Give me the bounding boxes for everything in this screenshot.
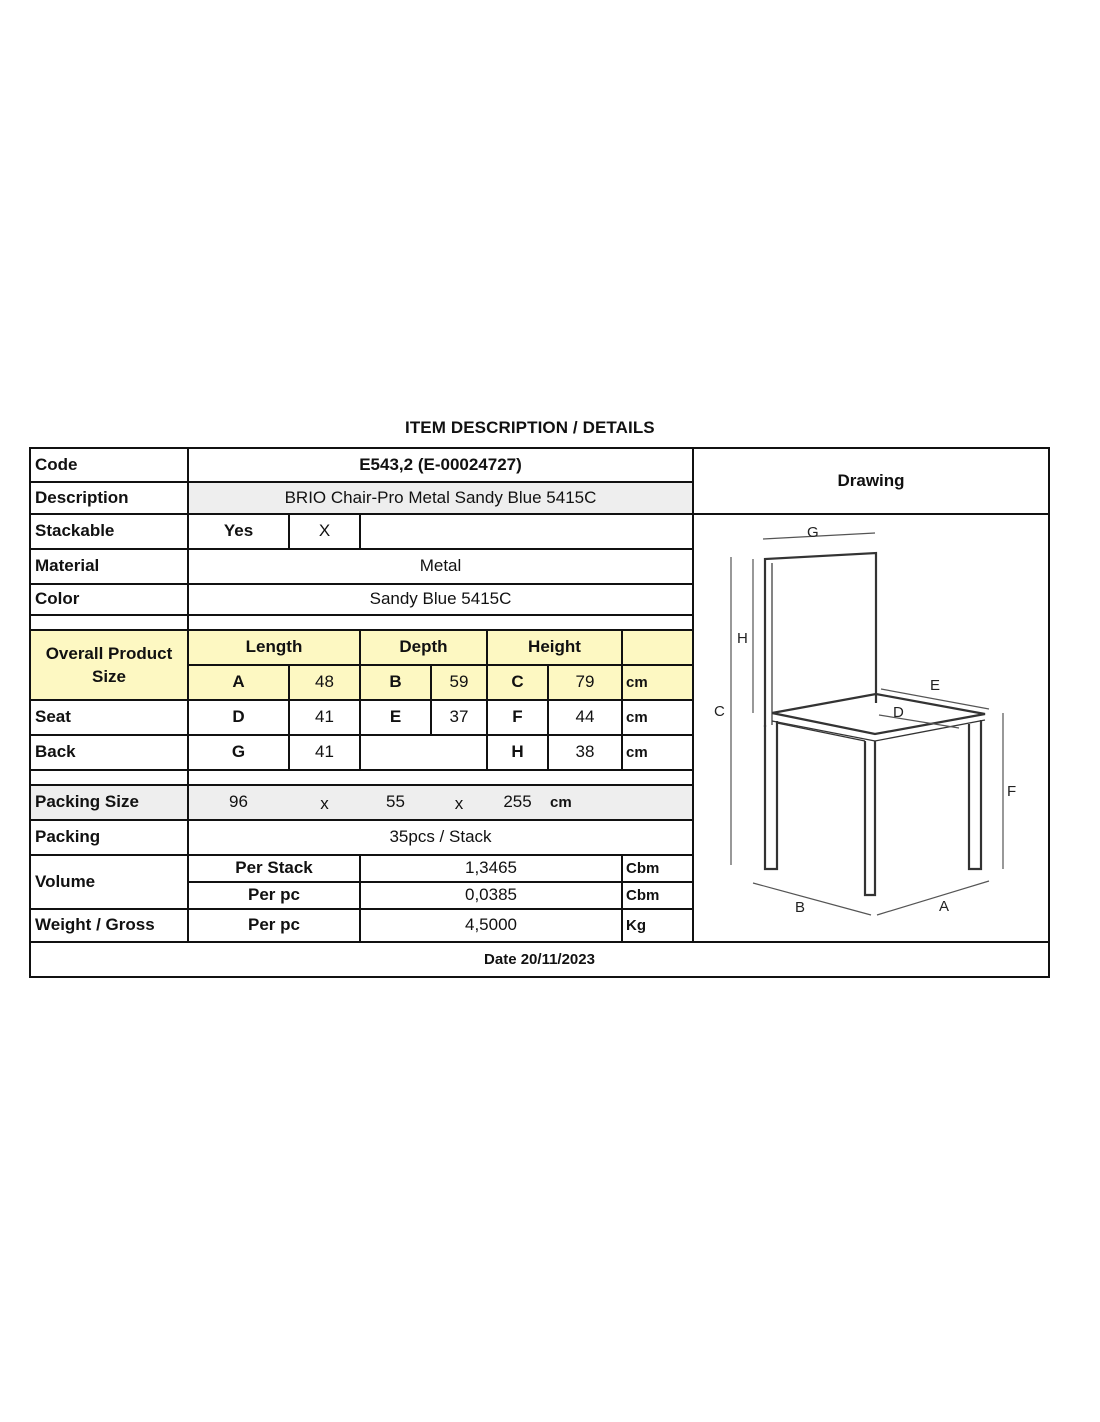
- seat-unit: cm: [626, 708, 648, 726]
- dim-c-value: 79: [575, 672, 595, 691]
- weight-per-pc-label: Per pc: [248, 915, 300, 934]
- drawing-label-b: B: [795, 899, 806, 916]
- length-header: Length: [245, 637, 303, 656]
- depth-header: Depth: [399, 637, 448, 656]
- overall-size-line2: Size: [91, 666, 127, 686]
- dim-h-letter: H: [511, 742, 524, 761]
- material-value: Metal: [419, 556, 462, 575]
- volume-per-pc-value: 0,0385: [465, 885, 517, 904]
- code-value: E543,2 (E-00024727): [359, 455, 522, 474]
- chair-leg-front-left: [865, 741, 875, 895]
- drawing-header: Drawing: [837, 471, 905, 490]
- packing-label: Packing: [35, 827, 101, 846]
- chair-drawing: [693, 513, 1049, 941]
- dim-f-letter: F: [512, 707, 523, 726]
- weight-unit: Kg: [626, 916, 646, 934]
- dim-g-value: 41: [315, 742, 334, 761]
- color-value: Sandy Blue 5415C: [369, 589, 512, 608]
- stackable-label: Stackable: [35, 521, 115, 540]
- dim-e-letter: E: [389, 707, 402, 726]
- dim-b-value: 59: [449, 672, 469, 691]
- weight-value: 4,5000: [465, 915, 517, 934]
- color-label: Color: [35, 589, 80, 608]
- drawing-label-e: E: [930, 677, 941, 694]
- packing-unit: cm: [550, 793, 572, 811]
- packing-x1: x: [320, 794, 329, 813]
- drawing-label-f: F: [1007, 783, 1017, 800]
- packing-width: 55: [386, 792, 405, 811]
- packing-value: 35pcs / Stack: [389, 827, 492, 846]
- overall-size-label: [31, 630, 187, 699]
- rule: [31, 769, 693, 771]
- seat-label: Seat: [35, 707, 71, 726]
- chair-backrest: [765, 553, 876, 727]
- rule: [31, 614, 693, 616]
- back-label: Back: [35, 742, 76, 761]
- volume-per-stack-value: 1,3465: [465, 858, 517, 877]
- volume-per-pc-unit: Cbm: [626, 886, 660, 904]
- packing-height: 255: [503, 792, 532, 811]
- dim-d-value: 41: [315, 707, 334, 726]
- footer-date: Date 20/11/2023: [484, 951, 595, 968]
- stackable-yes: Yes: [223, 521, 254, 540]
- back-unit: cm: [626, 743, 648, 761]
- drawing-label-g: G: [807, 524, 819, 541]
- chair-leg-front-right: [969, 720, 981, 869]
- volume-per-pc-label: Per pc: [248, 885, 300, 904]
- dim-a-value: 48: [315, 672, 334, 691]
- chair-leg-back-left: [765, 721, 777, 869]
- dim-a-letter: A: [232, 672, 245, 691]
- stackable-mark: X: [318, 521, 331, 540]
- overall-unit: cm: [626, 673, 648, 691]
- dim-line-g: [763, 533, 875, 539]
- page-title: ITEM DESCRIPTION / DETAILS: [405, 418, 655, 437]
- packing-length: 96: [229, 792, 248, 811]
- description-value: BRIO Chair-Pro Metal Sandy Blue 5415C: [284, 487, 597, 507]
- dim-d-letter: D: [232, 707, 245, 726]
- dim-c-letter: C: [511, 672, 524, 691]
- code-label: Code: [35, 455, 78, 474]
- height-header: Height: [528, 637, 581, 656]
- drawing-label-h: H: [737, 630, 748, 647]
- description-label: Description: [35, 487, 129, 507]
- chair-seat-edge: [772, 720, 985, 741]
- material-label: Material: [35, 556, 100, 575]
- packing-size-label: Packing Size: [35, 792, 139, 811]
- dim-e-value: 37: [449, 707, 469, 726]
- dim-line-a: [877, 881, 989, 915]
- dim-line-b: [753, 883, 871, 915]
- rule: [359, 514, 361, 548]
- dim-h-value: 38: [575, 742, 595, 761]
- drawing-label-c: C: [714, 703, 725, 720]
- packing-x2: x: [454, 794, 464, 813]
- dim-g-letter: G: [231, 742, 246, 761]
- overall-size-line1: Overall Product: [45, 643, 173, 663]
- volume-per-stack-label: Per Stack: [235, 858, 313, 877]
- drawing-label-d: D: [893, 704, 904, 721]
- weight-label: Weight / Gross: [35, 915, 155, 934]
- chair-rail: [777, 723, 865, 741]
- volume-per-stack-unit: Cbm: [626, 859, 660, 877]
- dim-f-value: 44: [575, 707, 595, 726]
- dim-b-letter: B: [389, 672, 402, 691]
- volume-label: Volume: [35, 871, 96, 891]
- drawing-label-a: A: [939, 898, 950, 915]
